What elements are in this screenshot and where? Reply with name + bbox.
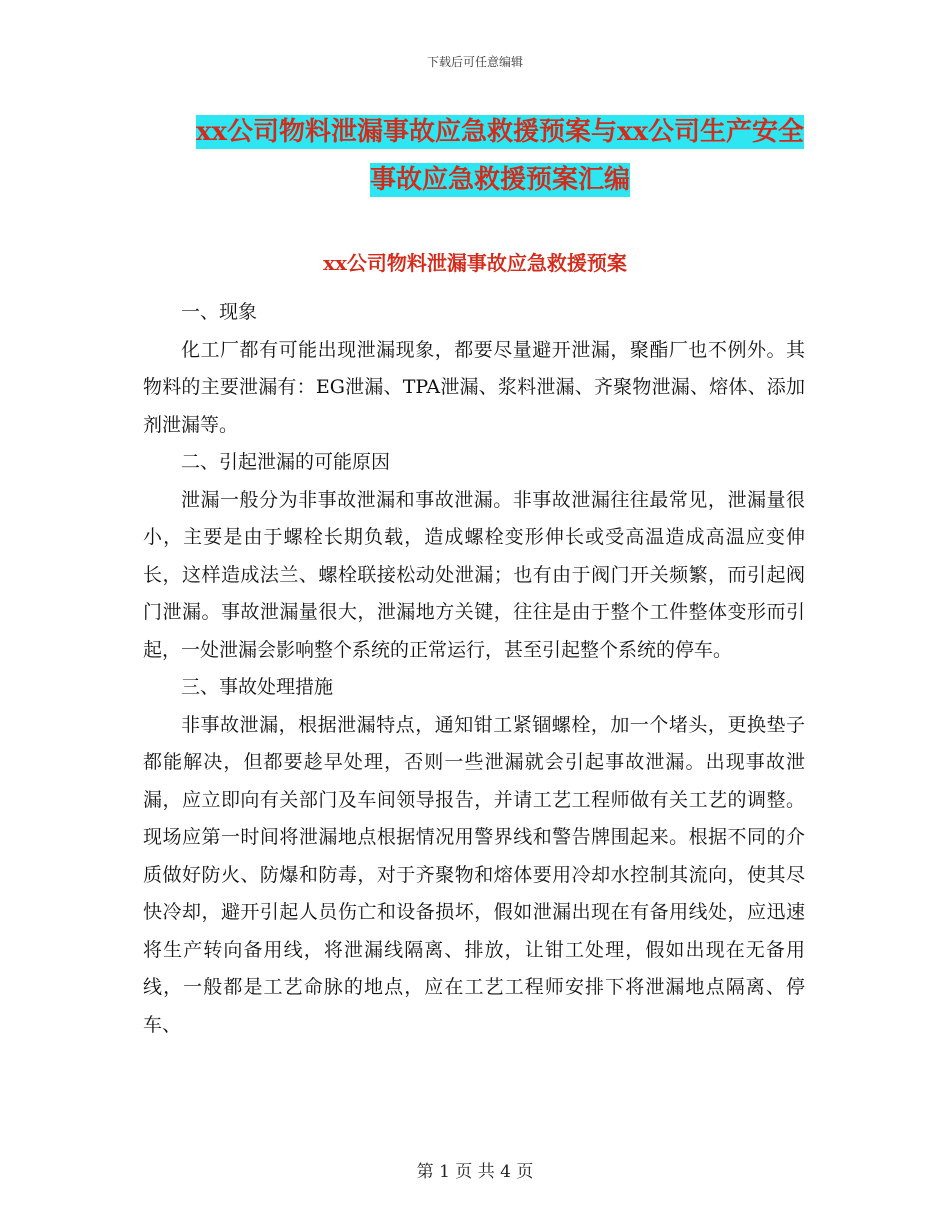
paragraph-causes: 泄漏一般分为非事故泄漏和事故泄漏。非事故泄漏往往最常见，泄漏量很小，主要是由于螺栓长期负载，造成螺栓变形伸长或受高温造成高温应变伸长，这样造成法兰、螺栓联接松动处泄漏；也有由于阀门开关频繁，而引起阀门泄漏。事故泄漏量很大，泄漏地方关键，往往是由于整个工件整体变形而引起，一处泄漏会影响整个系统的正常运行，甚至引起整个系统的停车。 bbox=[143, 488, 805, 661]
section-title: xx公司物料泄漏事故应急救援预案 bbox=[323, 251, 627, 275]
document-title bbox=[186, 108, 814, 204]
paragraph-measures: 非事故泄漏，根据泄漏特点，通知钳工紧锢螺栓，加一个堵头，更换垫子都能解决，但都要趁早处理，否则一些泄漏就会引起事故泄漏。出现事故泄漏，应立即向有关部门及车间领导报告，并请工艺工程师做有关工艺的调整。现场应第一时间将泄漏地点根据情况用警界线和警告牌围起来。根据不同的介质做好防火、防爆和防毒，对于齐聚物和熔体要用冷却水控制其流向，使其尽快冷却，避开引起人员伤亡和设备损坏，假如泄漏出现在有备用线处，应迅速将生产转向备用线，将泄漏线隔离、排放，让钳工处理，假如出现在无备用线，一般都是工艺命脉的地点，应在工艺工程师安排下将泄漏地点隔离、停车、 bbox=[143, 713, 805, 1036]
page-footer: 第 1 页 共 4 页 bbox=[416, 1162, 534, 1182]
heading-causes: 二、引起泄漏的可能原因 bbox=[181, 451, 391, 473]
paragraph-phenomenon: 化工厂都有可能出现泄漏现象，都要尽量避开泄漏，聚酯厂也不例外。其物料的主要泄漏有：EG泄漏、TPA泄漏、浆料泄漏、齐聚物泄漏、熔体、添加剂泄漏等。 bbox=[143, 338, 805, 436]
page-header: 下载后可任意编辑 bbox=[426, 55, 523, 69]
heading-phenomenon: 一、现象 bbox=[181, 301, 258, 323]
document-title-line-1: xx公司物料泄漏事故应急救援预案与xx公司生产安全 bbox=[195, 117, 804, 147]
document-title-line-2: 事故应急救援预案汇编 bbox=[369, 165, 630, 195]
document-body bbox=[143, 294, 805, 1044]
heading-measures: 三、事故处理措施 bbox=[181, 676, 334, 698]
